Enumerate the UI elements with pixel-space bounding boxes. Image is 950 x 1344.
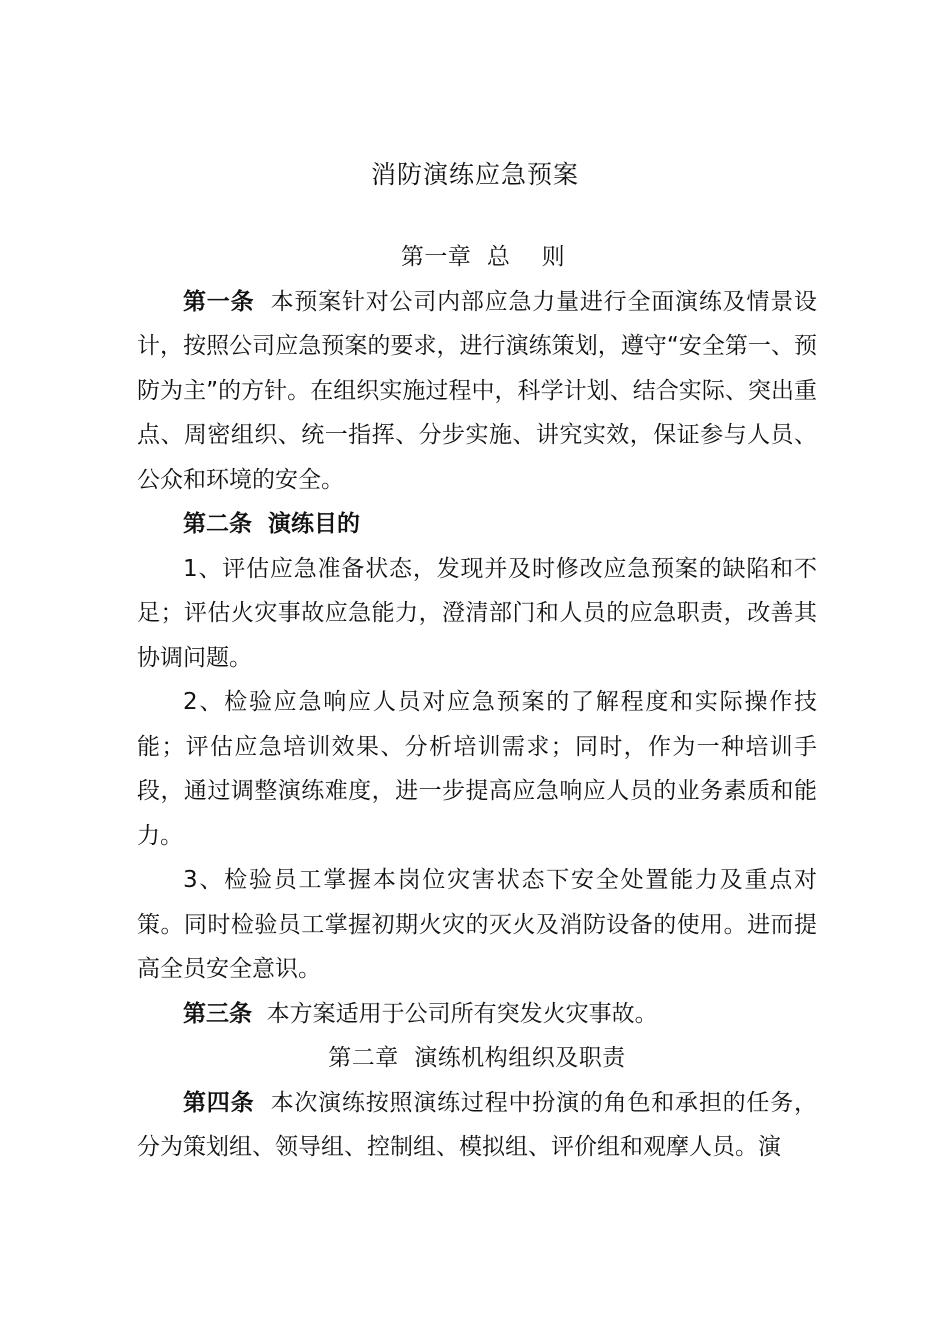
article-2-item-3: 3、检验员工掌握本岗位灾害状态下安全处置能力及重点对策。同时检验员工掌握初期火灾的灭火及消防设备的使用。进而提高全员安全意识。	[137, 867, 817, 982]
article-4-text: 本次演练按照演练过程中扮演的角色和承担的任务，分为策划组、领导组、控制组、模拟组、评价组和观摩人员。演	[137, 1089, 818, 1160]
article-4-label: 第四条	[183, 1089, 255, 1116]
article-3-label: 第三条	[183, 1000, 252, 1027]
article-4	[137, 1081, 817, 1170]
article-1-label: 第一条	[183, 288, 255, 315]
article-2-item-2: 2、检验应急响应人员对应急预案的了解程度和实际操作技能；评估应急培训效果、分析培训需求；同时，作为一种培训手段，通过调整演练难度，进一步提高应急响应人员的业务素质和能力。	[137, 689, 817, 849]
article-3	[137, 992, 817, 1037]
article-1-text: 本预案针对公司内部应急力量进行全面演练及情景设计，按照公司应急预案的要求，进行演练策划，遵守“安全第一、预防为主”的方针。在组织实施过程中，科学计划、结合实际、突出重点、周密组织、统一指挥、分步实施、讲究实效，保证参与人员、公众和环境的安全。	[137, 288, 818, 493]
chapter-2-heading: 第二章 演练机构组织及职责	[328, 1045, 626, 1071]
chapter-1-heading: 第一章 总 则	[400, 244, 566, 270]
article-2-item-1: 1、评估应急准备状态，发现并及时修改应急预案的缺陷和不足；评估火灾事故应急能力，澄清部门和人员的应急职责，改善其协调问题。	[137, 555, 817, 671]
document-body	[137, 235, 817, 1170]
article-2-heading: 第二条 演练目的	[183, 511, 361, 537]
article-1	[137, 280, 817, 503]
article-3-text: 本方案适用于公司所有突发火灾事故。	[266, 1000, 658, 1027]
document-title: 消防演练应急预案	[370, 160, 579, 189]
